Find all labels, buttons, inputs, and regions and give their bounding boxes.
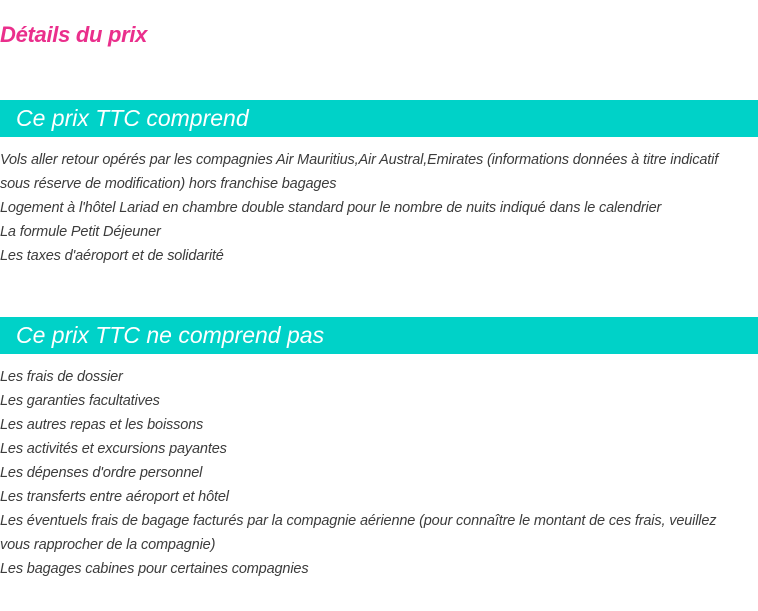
excluded-item: Les activités et excursions payantes <box>0 441 227 457</box>
included-item: Les taxes d'aéroport et de solidarité <box>0 248 224 264</box>
excluded-section <box>0 317 758 581</box>
included-item: La formule Petit Déjeuner <box>0 224 161 240</box>
excluded-item: Les garanties facultatives <box>0 393 160 409</box>
excluded-item: Les frais de dossier <box>0 369 123 385</box>
excluded-heading: Ce prix TTC ne comprend pas <box>0 317 758 354</box>
page-title: Détails du prix <box>0 22 148 47</box>
excluded-item: Les dépenses d'ordre personnel <box>0 465 203 481</box>
excluded-item: Les bagages cabines pour certaines compagnies <box>0 561 309 577</box>
excluded-item: Les éventuels frais de bagage facturés par la compagnie aérienne (pour connaître le montant de ces frais, veuillez vous rapprocher de la compagnie) <box>0 513 717 553</box>
included-list <box>0 148 758 268</box>
excluded-item: Les transferts entre aéroport et hôtel <box>0 489 229 505</box>
included-item: Logement à l'hôtel Lariad en chambre double standard pour le nombre de nuits indiqué dans le calendrier <box>0 200 662 216</box>
included-heading: Ce prix TTC comprend <box>0 100 758 137</box>
included-section <box>0 100 758 268</box>
included-item: Vols aller retour opérés par les compagnies Air Mauritius,Air Austral,Emirates (informations données à titre indicatif sous réserve de modification) hors franchise bagages <box>0 152 719 192</box>
excluded-item: Les autres repas et les boissons <box>0 417 204 433</box>
excluded-list <box>0 365 758 581</box>
